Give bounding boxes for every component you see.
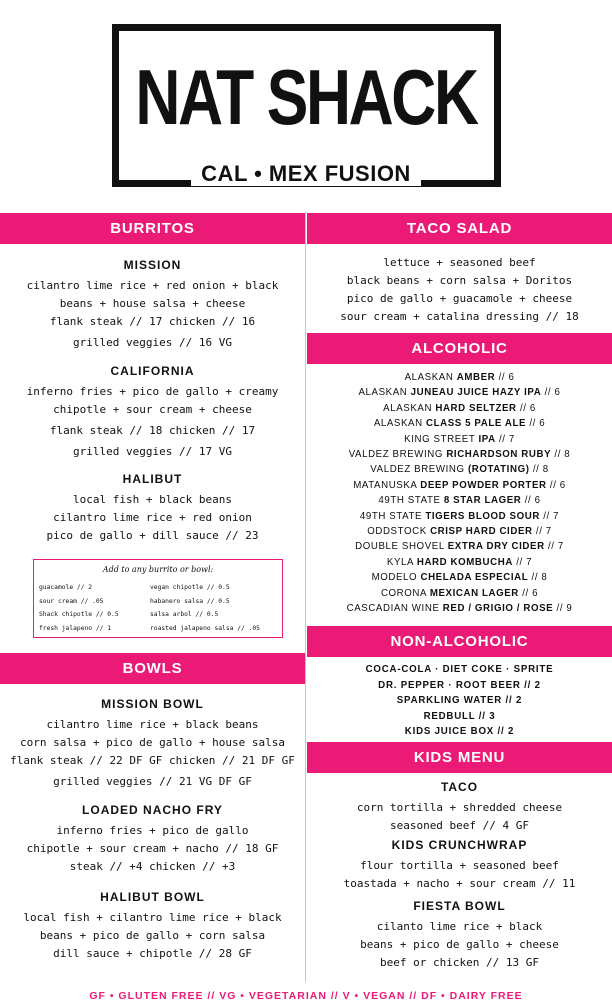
menu-item-taco-salad (307, 254, 612, 326)
item-desc: corn salsa + pico de gallo + house salsa (20, 736, 285, 749)
item-desc: inferno fries + pico de gallo (56, 824, 249, 837)
menu-item-halibut (0, 471, 305, 545)
item-price: steak // +4 chicken // +3 (69, 860, 236, 873)
drink-item: VALDEZ BREWING RICHARDSON RUBY // 8 (348, 449, 571, 461)
item-name: CALIFORNIA (110, 364, 195, 378)
addon-item: roasted jalapeno salsa // .05 (150, 624, 260, 632)
item-desc: lettuce + seasoned beef (383, 256, 536, 269)
item-desc: cilantro lime rice + black beans (46, 718, 259, 731)
item-price: flank steak // 22 DF GF chicken // 21 DF GF (10, 754, 295, 767)
item-price: grilled veggies // 17 VG (73, 445, 232, 458)
section-header-kids-menu: KIDS MENU (307, 742, 612, 773)
drink-item: ALASKAN HARD SELTZER // 6 (383, 402, 536, 414)
item-desc: flour tortilla + seasoned beef (360, 859, 559, 872)
brand-name: NAT SHACK (135, 53, 477, 141)
item-price: grilled veggies // 16 VG (73, 336, 232, 349)
drink-item: DOUBLE SHOVEL EXTRA DRY CIDER // 7 (355, 541, 564, 553)
section-header-burritos: BURRITOS (0, 213, 305, 244)
item-price: beef or chicken // 13 GF (380, 956, 539, 969)
drink-item: KING STREET IPA // 7 (404, 433, 515, 445)
drink-item: COCA-COLA · DIET COKE · SPRITE (365, 664, 554, 675)
section-header-non-alcoholic: NON-ALCOHOLIC (307, 626, 612, 657)
item-desc: beans + house salsa + cheese (59, 297, 246, 310)
menu-item-california (0, 363, 305, 461)
addon-item: vegan chipotle // 0.5 (150, 584, 230, 591)
menu-item-mission (0, 257, 305, 352)
item-name: KIDS CRUNCHWRAP (391, 838, 528, 852)
item-price: dill sauce + chipotle // 28 GF (53, 947, 252, 960)
item-desc: cilantro lime rice + red onion (53, 511, 252, 524)
menu-item-kids-taco (307, 779, 612, 835)
addons-title: Add to any burrito or bowl: (102, 565, 214, 574)
item-desc: beans + pico de gallo + cheese (360, 938, 559, 951)
section-header-bowls: BOWLS (0, 653, 305, 684)
drink-item: KIDS JUICE BOX // 2 (404, 726, 515, 738)
item-desc: cilantro lime rice + red onion + black (26, 279, 279, 292)
item-name: TACO (440, 780, 479, 794)
menu-item-loaded-nacho-fry (0, 802, 305, 876)
section-header-taco-salad: TACO SALAD (307, 213, 612, 244)
menu-item-halibut-bowl (0, 889, 305, 963)
brand-tagline: CAL • MEX FUSION (0, 160, 612, 188)
drink-item: DR. PEPPER · ROOT BEER // 2 (378, 679, 541, 691)
item-desc: local fish + cilantro lime rice + black (23, 911, 282, 924)
drink-item: ALASKAN CLASS 5 PALE ALE // 6 (373, 418, 546, 430)
drink-item: ODDSTOCK CRISP HARD CIDER // 7 (367, 526, 552, 538)
drink-item: SPARKLING WATER // 2 (396, 695, 523, 707)
drink-item: CORONA MEXICAN LAGER // 6 (380, 587, 539, 599)
item-name: MISSION (123, 258, 182, 272)
item-price: sour cream + catalina dressing // 18 (340, 310, 579, 323)
item-price: toastada + nacho + sour cream // 11 (343, 877, 576, 890)
item-name: LOADED NACHO FRY (82, 803, 223, 817)
item-desc: black beans + corn salsa + Doritos (346, 274, 573, 287)
item-desc: local fish + black beans (73, 493, 232, 506)
drink-item: CASCADIAN WINE RED / GRIGIO / ROSE // 9 (346, 603, 573, 615)
item-price: pico de gallo + dill sauce // 23 (46, 529, 259, 542)
item-price: chipotle + sour cream + nacho // 18 GF (26, 842, 279, 855)
menu-item-kids-crunchwrap (307, 837, 612, 893)
addon-item: sour cream // .05 (39, 597, 104, 605)
item-desc: chipotle + sour cream + cheese (53, 403, 252, 416)
item-desc: pico de gallo + guacamole + cheese (346, 292, 573, 305)
item-name: MISSION BOWL (101, 697, 204, 711)
item-name: HALIBUT BOWL (100, 890, 205, 904)
item-name: FIESTA BOWL (413, 899, 506, 913)
menu-item-mission-bowl (0, 696, 305, 791)
item-price: seasoned beef // 4 GF (389, 819, 530, 832)
dietary-legend: GF • GLUTEN FREE // VG • VEGETARIAN // V • VEGAN // DF • DAIRY FREE (89, 990, 523, 1002)
drink-item: 49TH STATE TIGERS BLOOD SOUR // 7 (359, 510, 560, 522)
drink-item: 49TH STATE 8 STAR LAGER // 6 (378, 495, 541, 507)
item-price: grilled veggies // 21 VG DF GF (53, 775, 252, 788)
alcoholic-list (307, 370, 612, 617)
item-desc: inferno fries + pico de gallo + creamy (26, 385, 279, 398)
item-desc: corn tortilla + shredded cheese (356, 801, 563, 814)
addons-box (33, 559, 283, 638)
drink-item: REDBULL // 3 (423, 710, 496, 722)
drink-item: VALDEZ BREWING (ROTATING) // 8 (370, 464, 549, 476)
addon-item: habanero salsa // 0.5 (150, 597, 230, 605)
drink-item: MODELO CHELADA ESPECIAL // 8 (371, 572, 548, 584)
drink-item: ALASKAN AMBER // 6 (404, 372, 515, 383)
drink-item: ALASKAN JUNEAU JUICE HAZY IPA // 6 (358, 387, 561, 399)
item-desc: beans + pico de gallo + corn salsa (39, 929, 266, 942)
item-price: flank steak // 17 chicken // 16 (49, 315, 256, 328)
drink-item: MATANUSKA DEEP POWDER PORTER // 6 (353, 479, 566, 491)
addon-item: fresh jalapeno // 1 (39, 624, 112, 632)
addon-item: Shack chipotle // 0.5 (39, 611, 119, 618)
column-divider (305, 212, 306, 982)
non-alcoholic-list (307, 662, 612, 740)
addon-item: guacamole // 2 (39, 584, 93, 591)
item-desc: cilanto lime rice + black (376, 920, 543, 933)
drink-item: KYLA HARD KOMBUCHA // 7 (386, 556, 533, 568)
menu-item-fiesta-bowl (307, 898, 612, 972)
addon-item: salsa arbol // 0.5 (150, 611, 219, 618)
section-header-alcoholic: ALCOHOLIC (307, 333, 612, 364)
item-name: HALIBUT (122, 472, 183, 486)
item-price: flank steak // 18 chicken // 17 (49, 424, 256, 437)
